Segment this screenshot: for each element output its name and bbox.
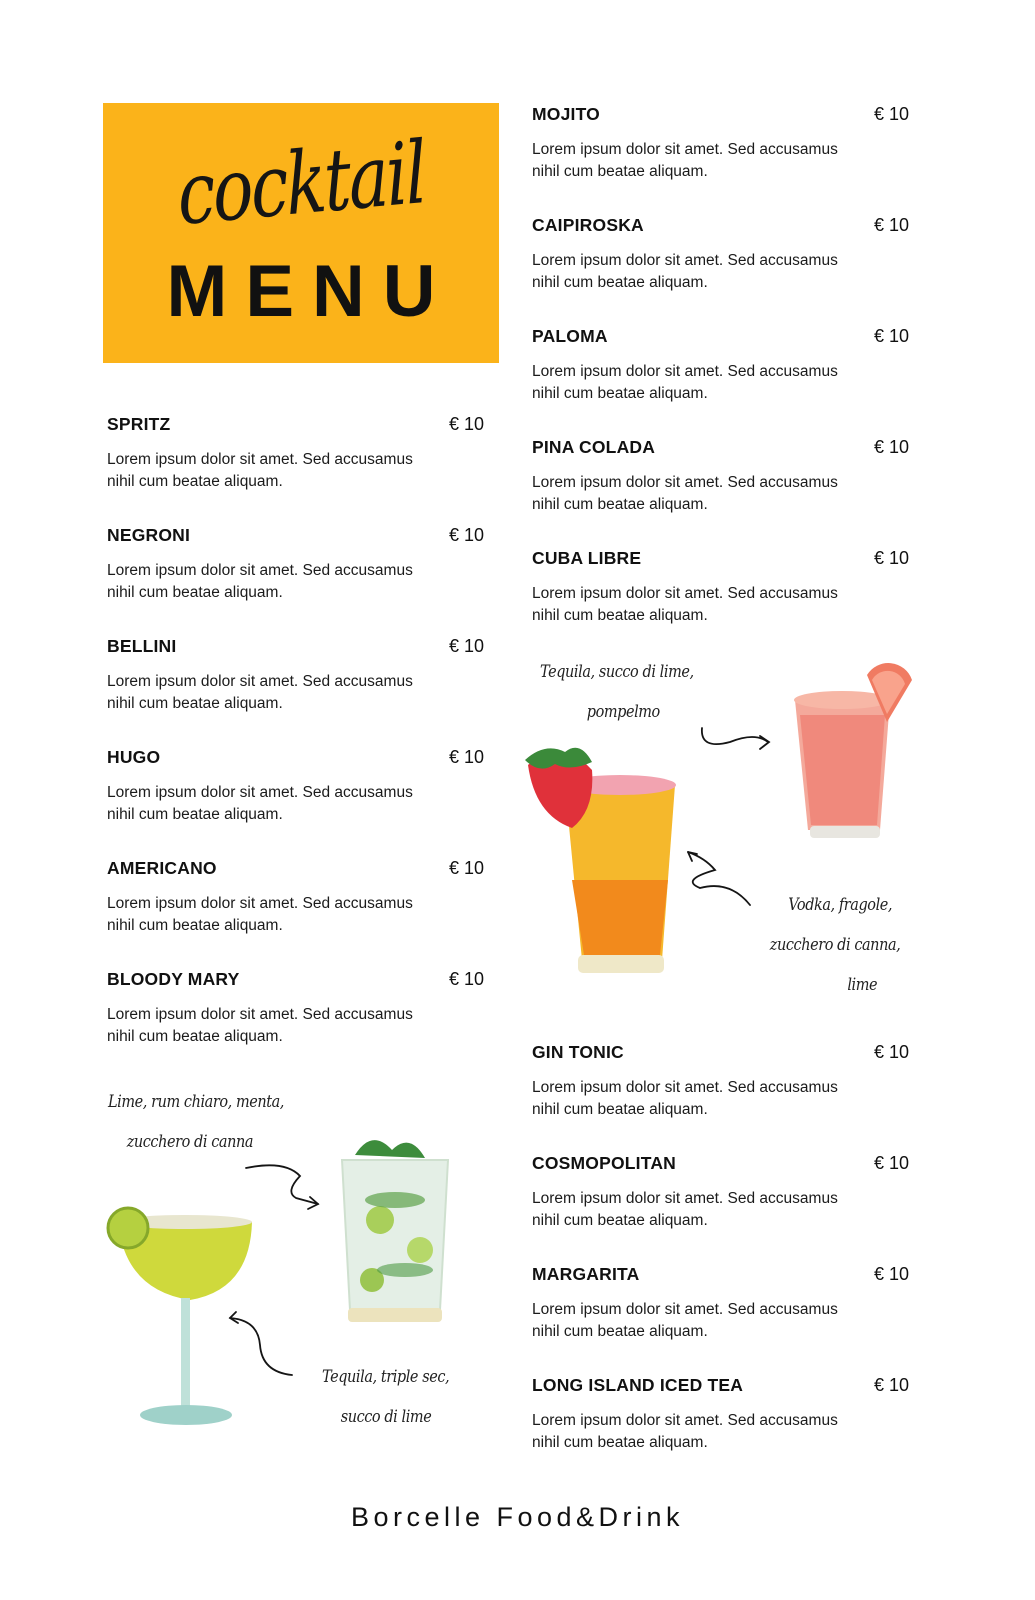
menu-item-price: € 10 <box>873 1375 909 1395</box>
note-line: pompelmo <box>586 702 660 722</box>
menu-item-price: € 10 <box>873 104 909 124</box>
menu-item-description: Lorem ipsum dolor sit amet. Sed accusamus nihil cum beatae aliquam. <box>107 451 413 490</box>
menu-item-description: Lorem ipsum dolor sit amet. Sed accusamus nihil cum beatae aliquam. <box>532 1190 838 1229</box>
menu-item-description: Lorem ipsum dolor sit amet. Sed accusamus nihil cum beatae aliquam. <box>107 673 413 712</box>
page-title: MENU <box>166 251 454 332</box>
note-line: lime <box>847 975 878 995</box>
menu-item-description: Lorem ipsum dolor sit amet. Sed accusamus nihil cum beatae aliquam. <box>532 1301 838 1340</box>
menu-item-description: Lorem ipsum dolor sit amet. Sed accusamus nihil cum beatae aliquam. <box>532 474 838 513</box>
menu-item-price: € 10 <box>448 747 484 767</box>
menu-item-description: Lorem ipsum dolor sit amet. Sed accusamus nihil cum beatae aliquam. <box>107 562 413 601</box>
menu-item-name: MOJITO <box>532 104 600 124</box>
menu-item-name: CAIPIROSKA <box>532 215 644 235</box>
menu-item-description: Lorem ipsum dolor sit amet. Sed accusamus nihil cum beatae aliquam. <box>532 141 838 180</box>
menu-item-description: Lorem ipsum dolor sit amet. Sed accusamus nihil cum beatae aliquam. <box>532 1412 838 1451</box>
menu-item-name: AMERICANO <box>107 858 217 878</box>
menu-item-name: COSMOPOLITAN <box>532 1153 677 1173</box>
paloma-glass-illustration <box>794 663 912 838</box>
menu-item-name: LONG ISLAND ICED TEA <box>532 1375 744 1395</box>
menu-item-price: € 10 <box>873 548 909 568</box>
note-line: Tequila, succo di lime, <box>540 662 694 682</box>
menu-item-description: Lorem ipsum dolor sit amet. Sed accusamus nihil cum beatae aliquam. <box>532 363 838 402</box>
menu-item-description: Lorem ipsum dolor sit amet. Sed accusamus nihil cum beatae aliquam. <box>532 1079 838 1118</box>
menu-item-description: Lorem ipsum dolor sit amet. Sed accusamus nihil cum beatae aliquam. <box>107 895 413 934</box>
note-line: Tequila, triple sec, <box>322 1367 450 1387</box>
script-title: cocktail <box>174 123 428 245</box>
menu-item-description: Lorem ipsum dolor sit amet. Sed accusamus nihil cum beatae aliquam. <box>107 784 413 823</box>
menu-item-price: € 10 <box>448 414 484 434</box>
menu-item-name: MARGARITA <box>532 1264 640 1284</box>
menu-item-price: € 10 <box>873 1153 909 1173</box>
mojito-glass-illustration <box>342 1140 448 1322</box>
note-line: zucchero di canna <box>126 1132 254 1152</box>
menu-item-name: NEGRONI <box>107 525 191 545</box>
menu-item-description: Lorem ipsum dolor sit amet. Sed accusamus nihil cum beatae aliquam. <box>532 252 838 291</box>
menu-item-price: € 10 <box>873 1264 909 1284</box>
menu-item-description: Lorem ipsum dolor sit amet. Sed accusamus nihil cum beatae aliquam. <box>107 1006 413 1045</box>
menu-item-price: € 10 <box>873 1042 909 1062</box>
menu-item-name: PINA COLADA <box>532 437 656 457</box>
menu-item-price: € 10 <box>448 525 484 545</box>
menu-item-name: BLOODY MARY <box>107 969 240 989</box>
menu-item-price: € 10 <box>448 858 484 878</box>
curved-arrow-icon <box>230 728 769 1375</box>
strawberry-cocktail-illustration <box>525 748 676 973</box>
note-line: succo di lime <box>340 1407 432 1427</box>
note-line: zucchero di canna, <box>769 935 901 955</box>
menu-item-price: € 10 <box>873 437 909 457</box>
menu-item-name: CUBA LIBRE <box>532 548 642 568</box>
menu-item-price: € 10 <box>448 969 484 989</box>
note-line: Lime, rum chiaro, menta, <box>108 1092 284 1112</box>
menu-item-name: SPRITZ <box>107 414 171 434</box>
menu-item-name: BELLINI <box>107 636 177 656</box>
menu-item-price: € 10 <box>873 215 909 235</box>
brand-footer: Borcelle Food&Drink <box>350 1502 685 1532</box>
menu-item-name: HUGO <box>107 747 161 767</box>
menu-item-name: PALOMA <box>532 326 608 346</box>
menu-item-price: € 10 <box>873 326 909 346</box>
note-line: Vodka, fragole, <box>788 895 893 915</box>
menu-item-description: Lorem ipsum dolor sit amet. Sed accusamus nihil cum beatae aliquam. <box>532 585 838 624</box>
menu-item-price: € 10 <box>448 636 484 656</box>
menu-item-name: GIN TONIC <box>532 1042 624 1062</box>
